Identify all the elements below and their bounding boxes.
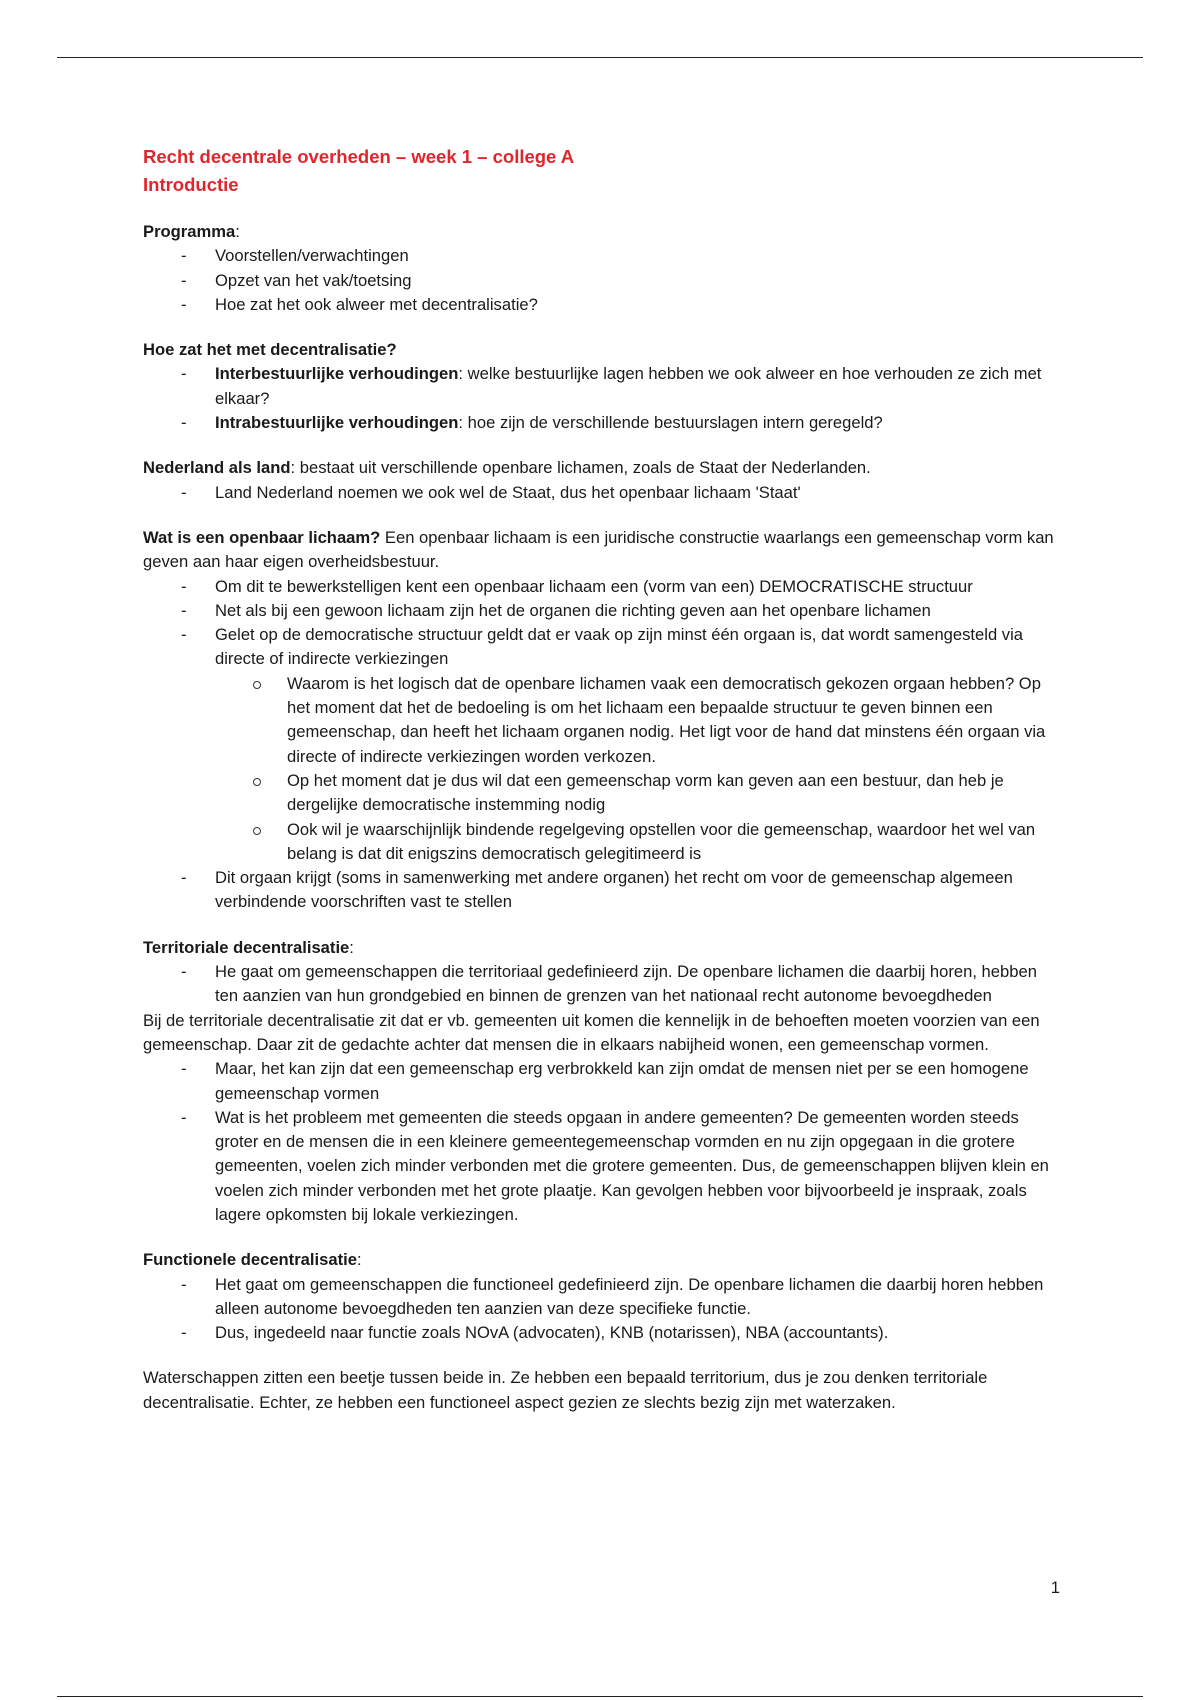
waterschappen-paragraph: Waterschappen zitten een beetje tussen beide in. Ze hebben een bepaald territorium, dus je zou denken territoriale decentralisatie. Echter, ze hebben een functioneel aspect gezien ze slechts bezig zijn met waterzaken. bbox=[143, 1368, 988, 1412]
territoriale-list bbox=[143, 960, 1063, 1009]
territoriale-paragraph: Bij de territoriale decentralisatie zit dat er vb. gemeenten uit komen die kennelijk in de behoeften moeten voorzien van een gemeenschap. Daar zit de gedachte achter dat mensen die in elkaars nabijheid wonen, een gemeenschap vormen. bbox=[143, 1010, 1040, 1054]
list-item: - Interbestuurlijke verhoudingen: welke bestuurlijke lagen hebben we ook alweer en hoe verhouden ze zich met elkaar? bbox=[143, 362, 1063, 411]
programma-heading: Programma bbox=[143, 222, 236, 241]
functionele-heading: Functionele decentralisatie bbox=[143, 1250, 357, 1270]
list-item: - Net als bij een gewoon lichaam zijn het de organen die richting geven aan het openbare lichamen bbox=[143, 599, 1063, 623]
territoriale-list-2 bbox=[143, 1057, 1063, 1227]
decentralisatie-heading: Hoe zat het met decentralisatie? bbox=[143, 340, 397, 360]
list-item: - Wat is het probleem met gemeenten die steeds opgaan in andere gemeenten? De gemeenten worden steeds groter en de mensen die in een kleinere gemeentegemeenschap vormden en nu zijn opgegaan in die grotere gemeenten, voelen zich minder verbonden met die grotere gemeenten. Dus, de gemeenschappen blijven klein en voelen zich minder verbonden met het grote plaatje. Kan gevolgen hebben voor bijvoorbeeld je inspraak, zoals lagere opkomsten bij lokale verkiezingen. bbox=[143, 1106, 1063, 1227]
openbaar-sublist bbox=[215, 672, 1063, 866]
list-item: - Het gaat om gemeenschappen die functioneel gedefinieerd zijn. De openbare lichamen die daarbij horen hebben alleen autonome bevoegdheden ten aanzien van deze specifieke functie. bbox=[143, 1273, 1063, 1322]
section-openbaar-lichaam bbox=[143, 526, 1063, 915]
section-functionele: Functionele decentralisatie: - Het gaat om gemeenschappen die functioneel gedefinieerd zijn. De openbare lichamen die daarbij horen hebben alleen autonome bevoegdheden ten aanzien van deze specifieke functie. - Dus, ingedeeld naar functie zoals NOvA (advocaten), KNB (notarissen), NBA (accountants). bbox=[143, 1248, 1063, 1345]
document-title bbox=[143, 143, 1063, 199]
nederland-paragraph: Nederland als land: bestaat uit verschillende openbare lichamen, zoals de Staat der Nederlanden. bbox=[143, 458, 871, 478]
title-line-2: Introductie bbox=[143, 174, 239, 195]
list-item: - Maar, het kan zijn dat een gemeenschap erg verbrokkeld kan zijn omdat de mensen niet per se een homogene gemeenschap vormen bbox=[143, 1057, 1063, 1106]
decentralisatie-list bbox=[143, 362, 1063, 435]
list-item: - He gaat om gemeenschappen die territoriaal gedefinieerd zijn. De openbare lichamen die daarbij horen, hebben ten aanzien van hun grondgebied en binnen de grenzen van het nationaal recht autonome bevoegdheden bbox=[143, 960, 1063, 1009]
nederland-list bbox=[143, 481, 1063, 505]
list-item: - Dit orgaan krijgt (soms in samenwerking met andere organen) het recht om voor de gemeenschap algemeen verbindende voorschriften vast te stellen bbox=[143, 866, 1063, 915]
page-number: 1 bbox=[1050, 1578, 1060, 1597]
sublist-item: Ook wil je waarschijnlijk bindende regelgeving opstellen voor die gemeenschap, waardoor het wel van belang is dat dit enigszins democratisch gelegitimeerd is bbox=[215, 818, 1063, 867]
list-item: - Land Nederland noemen we ook wel de Staat, dus het openbaar lichaam 'Staat' bbox=[143, 481, 1063, 505]
section-nederland bbox=[143, 456, 1063, 505]
functionele-list bbox=[143, 1273, 1063, 1346]
openbaar-list bbox=[143, 575, 1063, 915]
list-item: - Hoe zat het ook alweer met decentralisatie? bbox=[143, 293, 1063, 317]
list-item: - Om dit te bewerkstelligen kent een openbaar lichaam een (vorm van een) DEMOCRATISCHE structuur bbox=[143, 575, 1063, 599]
sublist-item: Waarom is het logisch dat de openbare lichamen vaak een democratisch gekozen orgaan hebben? Op het moment dat het de bedoeling is om het lichaam een bepaalde structuur te geven binnen een gemeenschap, dan heeft het lichaam organen nodig. Het ligt voor de hand dat minstens één orgaan via directe of indirecte verkiezingen worden verkozen. bbox=[215, 672, 1063, 769]
section-territoriale: Territoriale decentralisatie: - He gaat om gemeenschappen die territoriaal gedefinieerd zijn. De openbare lichamen die daarbij horen, hebben ten aanzien van hun grondgebied en binnen de grenzen van het nationaal recht autonome bevoegdheden Bij de territoriale decentralisatie zit dat er vb. gemeenten uit komen die kennelijk in de behoeften moeten voorzien van een gemeenschap. Daar zit de gedachte achter dat mensen die in elkaars nabijheid wonen, een gemeenschap vormen. - Maar, het kan zijn dat een gemeenschap erg verbrokkeld kan zijn omdat de mensen niet per se een homogene gemeenschap vormen - Wat is het probleem met gemeenten die steeds opgaan in andere gemeenten? De gemeenten worden steeds groter en de mensen die in een kleinere gemeentegemeenschap vormden en nu zijn opgegaan in die grotere gemeenten, voelen zich minder verbonden met die grotere gemeenten. Dus, de gemeenschappen blijven klein en voelen zich minder verbonden met het grote plaatje. Kan gevolgen hebben voor bijvoorbeeld je inspraak, zoals lagere opkomsten bij lokale verkiezingen. bbox=[143, 936, 1063, 1228]
header-rule bbox=[57, 57, 1143, 58]
footer-rule bbox=[57, 1696, 1143, 1697]
list-item: - Intrabestuurlijke verhoudingen: hoe zijn de verschillende bestuurslagen intern geregeld? bbox=[143, 411, 1063, 435]
list-item: - Gelet op de democratische structuur geldt dat er vaak op zijn minst één orgaan is, dat wordt samengesteld via directe of indirecte verkiezingen Waarom is het logisch dat de openbare lichamen vaak een democratisch gekozen orgaan hebben? Op het moment dat het de bedoeling is om het lichaam een bepaalde structuur te geven binnen een gemeenschap, dan heeft het lichaam organen nodig. Het ligt voor de hand dat minstens één orgaan via directe of indirecte verkiezingen worden verkozen. Op het moment dat je dus wil dat een gemeenschap vorm kan geven aan een bestuur, dan heb je dergelijke democratische instemming nodig Ook wil je waarschijnlijk bindende regelgeving opstellen voor die gemeenschap, waardoor het wel van belang is dat dit enigszins democratisch gelegitimeerd is bbox=[143, 623, 1063, 866]
list-item: - Voorstellen/verwachtingen bbox=[143, 244, 1063, 268]
title-line-1: Recht decentrale overheden – week 1 – college A bbox=[143, 146, 575, 167]
openbaar-paragraph: Wat is een openbaar lichaam? Een openbaar lichaam is een juridische constructie waarlangs een gemeenschap vorm kan geven aan haar eigen overheidsbestuur. bbox=[143, 527, 1054, 572]
section-programma: Programma: - Voorstellen/verwachtingen - Opzet van het vak/toetsing - Hoe zat het ook alweer met decentralisatie? bbox=[143, 220, 1063, 317]
section-decentralisatie bbox=[143, 338, 1063, 435]
list-item: - Dus, ingedeeld naar functie zoals NOvA (advocaten), KNB (notarissen), NBA (accountants). bbox=[143, 1321, 1063, 1345]
programma-list bbox=[143, 244, 1063, 317]
document-body bbox=[143, 143, 1063, 1415]
list-item: - Opzet van het vak/toetsing bbox=[143, 269, 1063, 293]
territoriale-heading: Territoriale decentralisatie bbox=[143, 937, 350, 957]
sublist-item: Op het moment dat je dus wil dat een gemeenschap vorm kan geven aan een bestuur, dan heb je dergelijke democratische instemming nodig bbox=[215, 769, 1063, 818]
